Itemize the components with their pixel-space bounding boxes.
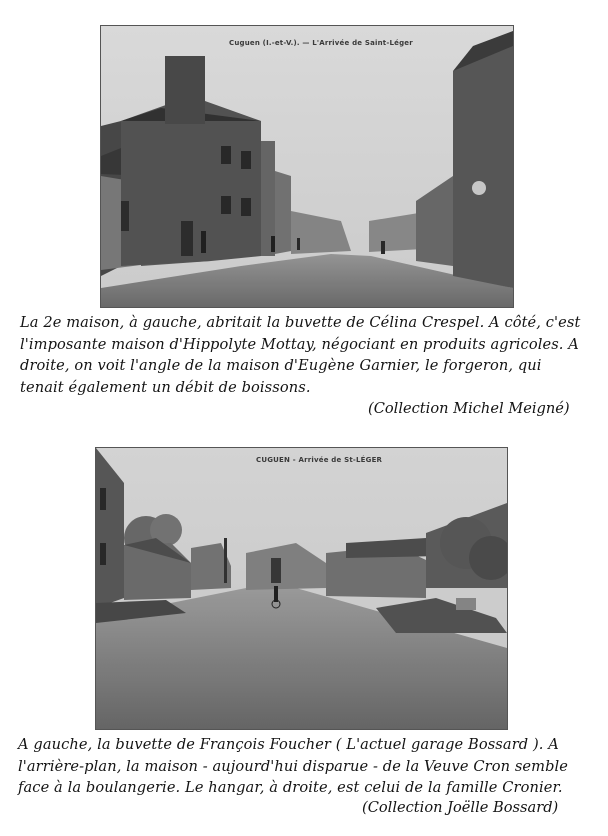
photo-1-caption: La 2e maison, à gauche, abritait la buvette de Célina Crespel. A côté, c'est l'imposante maison d'Hippolyte Mottay, négociant en produits agricoles. A droite, on voit l'angle de la maison d'Eugène Garnier, le forgeron, qui tenait également un débit de boissons. (20, 314, 581, 396)
photo-1-image (101, 26, 513, 307)
photo-2-postcard-title: CUGUEN - Arrivée de St-LÉGER (256, 456, 383, 464)
photo-1-credit: (Collection Michel Meigné) (368, 400, 570, 417)
photo-2-postcard (96, 448, 507, 729)
photo-2-caption: A gauche, la buvette de François Foucher ( L'actuel garage Bossard ). A l'arrière-plan, la maison - aujourd'hui disparue - de la Veuve Cron semble face à la boulangerie. Le hangar, à droite, est celui de la famille Cronier. (18, 736, 569, 796)
photo-1-postcard-title: Cuguen (I.-et-V.). — L'Arrivée de Saint-Léger (229, 39, 413, 47)
photo-2-credit: (Collection Joëlle Bossard) (362, 799, 559, 816)
photo-2-image (96, 448, 507, 729)
photo-1-postcard (101, 26, 513, 307)
